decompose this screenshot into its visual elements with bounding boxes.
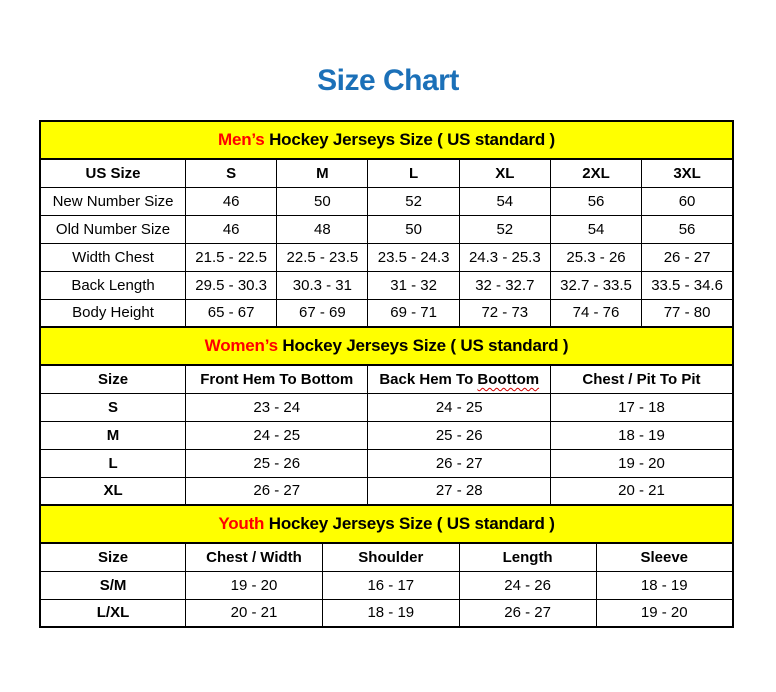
size-cell: 60 xyxy=(642,187,733,215)
size-cell: 19 - 20 xyxy=(596,599,733,627)
row-label: S xyxy=(40,393,186,421)
size-cell: 46 xyxy=(186,187,277,215)
size-cell: 18 - 19 xyxy=(550,421,733,449)
size-cell: 24 - 26 xyxy=(459,571,596,599)
size-cell: 20 - 21 xyxy=(186,599,323,627)
size-cell: 56 xyxy=(642,215,733,243)
section-title-text: Hockey Jerseys Size ( US standard ) xyxy=(277,336,569,355)
column-header: Sleeve xyxy=(596,543,733,571)
size-cell: 24 - 25 xyxy=(368,393,550,421)
column-header: Size xyxy=(40,543,186,571)
table-row xyxy=(40,271,733,299)
table-section-header xyxy=(40,327,733,365)
column-header: 2XL xyxy=(550,159,641,187)
size-cell: 33.5 - 34.6 xyxy=(642,271,733,299)
size-cell: 74 - 76 xyxy=(550,299,641,327)
row-label: S/M xyxy=(40,571,186,599)
size-cell: 52 xyxy=(459,215,550,243)
size-cell: 32.7 - 33.5 xyxy=(550,271,641,299)
size-cell: 18 - 19 xyxy=(322,599,459,627)
table-row xyxy=(40,477,733,505)
row-label: New Number Size xyxy=(40,187,186,215)
section-accent-text: Women’s xyxy=(204,336,278,355)
table-row xyxy=(40,421,733,449)
size-tables-container xyxy=(39,120,734,628)
size-cell: 19 - 20 xyxy=(186,571,323,599)
size-cell: 50 xyxy=(277,187,368,215)
table-row xyxy=(40,299,733,327)
table-row xyxy=(40,449,733,477)
size-cell: 72 - 73 xyxy=(459,299,550,327)
size-cell: 24.3 - 25.3 xyxy=(459,243,550,271)
misspelled-word: Boottom xyxy=(477,370,540,388)
table-row xyxy=(40,243,733,271)
size-cell: 46 xyxy=(186,215,277,243)
size-cell: 25.3 - 26 xyxy=(550,243,641,271)
size-cell: 26 - 27 xyxy=(186,477,368,505)
row-label: L xyxy=(40,449,186,477)
size-cell: 48 xyxy=(277,215,368,243)
column-header: Front Hem To Bottom xyxy=(186,365,368,393)
column-header: Length xyxy=(459,543,596,571)
size-cell: 27 - 28 xyxy=(368,477,550,505)
size-cell: 26 - 27 xyxy=(642,243,733,271)
size-cell: 25 - 26 xyxy=(368,421,550,449)
size-cell: 32 - 32.7 xyxy=(459,271,550,299)
size-cell: 30.3 - 31 xyxy=(277,271,368,299)
column-header: L xyxy=(368,159,459,187)
column-header: Size xyxy=(40,365,186,393)
size-cell: 77 - 80 xyxy=(642,299,733,327)
size-cell: 52 xyxy=(368,187,459,215)
column-header-row xyxy=(40,159,733,187)
size-cell: 54 xyxy=(459,187,550,215)
column-header: Chest / Pit To Pit xyxy=(550,365,733,393)
column-header xyxy=(368,365,550,393)
size-cell: 23.5 - 24.3 xyxy=(368,243,459,271)
column-header-text: Back Hem To xyxy=(379,370,478,388)
page-title: Size Chart xyxy=(317,64,459,97)
size-table xyxy=(39,120,734,628)
table-section-row xyxy=(40,121,733,159)
row-label: Back Length xyxy=(40,271,186,299)
table-row xyxy=(40,393,733,421)
row-label: L/XL xyxy=(40,599,186,627)
size-cell: 25 - 26 xyxy=(186,449,368,477)
size-cell: 26 - 27 xyxy=(368,449,550,477)
column-header: S xyxy=(186,159,277,187)
size-cell: 67 - 69 xyxy=(277,299,368,327)
section-title-text: Hockey Jerseys Size ( US standard ) xyxy=(264,130,555,149)
size-cell: 20 - 21 xyxy=(550,477,733,505)
column-header-row xyxy=(40,543,733,571)
size-cell: 22.5 - 23.5 xyxy=(277,243,368,271)
size-cell: 24 - 25 xyxy=(186,421,368,449)
section-title-text: Hockey Jerseys Size ( US standard ) xyxy=(264,514,555,533)
table-row xyxy=(40,599,733,627)
size-cell: 18 - 19 xyxy=(596,571,733,599)
size-cell: 69 - 71 xyxy=(368,299,459,327)
column-header-row xyxy=(40,365,733,393)
size-cell: 23 - 24 xyxy=(186,393,368,421)
column-header: Shoulder xyxy=(322,543,459,571)
column-header: XL xyxy=(459,159,550,187)
table-row xyxy=(40,571,733,599)
table-section-header xyxy=(40,121,733,159)
size-cell: 16 - 17 xyxy=(322,571,459,599)
table-section-header xyxy=(40,505,733,543)
row-label: M xyxy=(40,421,186,449)
section-accent-text: Men’s xyxy=(218,130,265,149)
size-cell: 65 - 67 xyxy=(186,299,277,327)
size-cell: 54 xyxy=(550,215,641,243)
section-accent-text: Youth xyxy=(218,514,265,533)
size-cell: 56 xyxy=(550,187,641,215)
size-table-body xyxy=(40,121,733,627)
size-cell: 21.5 - 22.5 xyxy=(186,243,277,271)
size-cell: 29.5 - 30.3 xyxy=(186,271,277,299)
row-label: Width Chest xyxy=(40,243,186,271)
table-row xyxy=(40,215,733,243)
column-header: Chest / Width xyxy=(186,543,323,571)
table-section-row xyxy=(40,505,733,543)
size-cell: 31 - 32 xyxy=(368,271,459,299)
column-header: US Size xyxy=(40,159,186,187)
row-label: Body Height xyxy=(40,299,186,327)
size-cell: 26 - 27 xyxy=(459,599,596,627)
table-section-row xyxy=(40,327,733,365)
size-cell: 50 xyxy=(368,215,459,243)
row-label: XL xyxy=(40,477,186,505)
size-cell: 17 - 18 xyxy=(550,393,733,421)
column-header: 3XL xyxy=(642,159,733,187)
table-row xyxy=(40,187,733,215)
column-header: M xyxy=(277,159,368,187)
row-label: Old Number Size xyxy=(40,215,186,243)
size-cell: 19 - 20 xyxy=(550,449,733,477)
